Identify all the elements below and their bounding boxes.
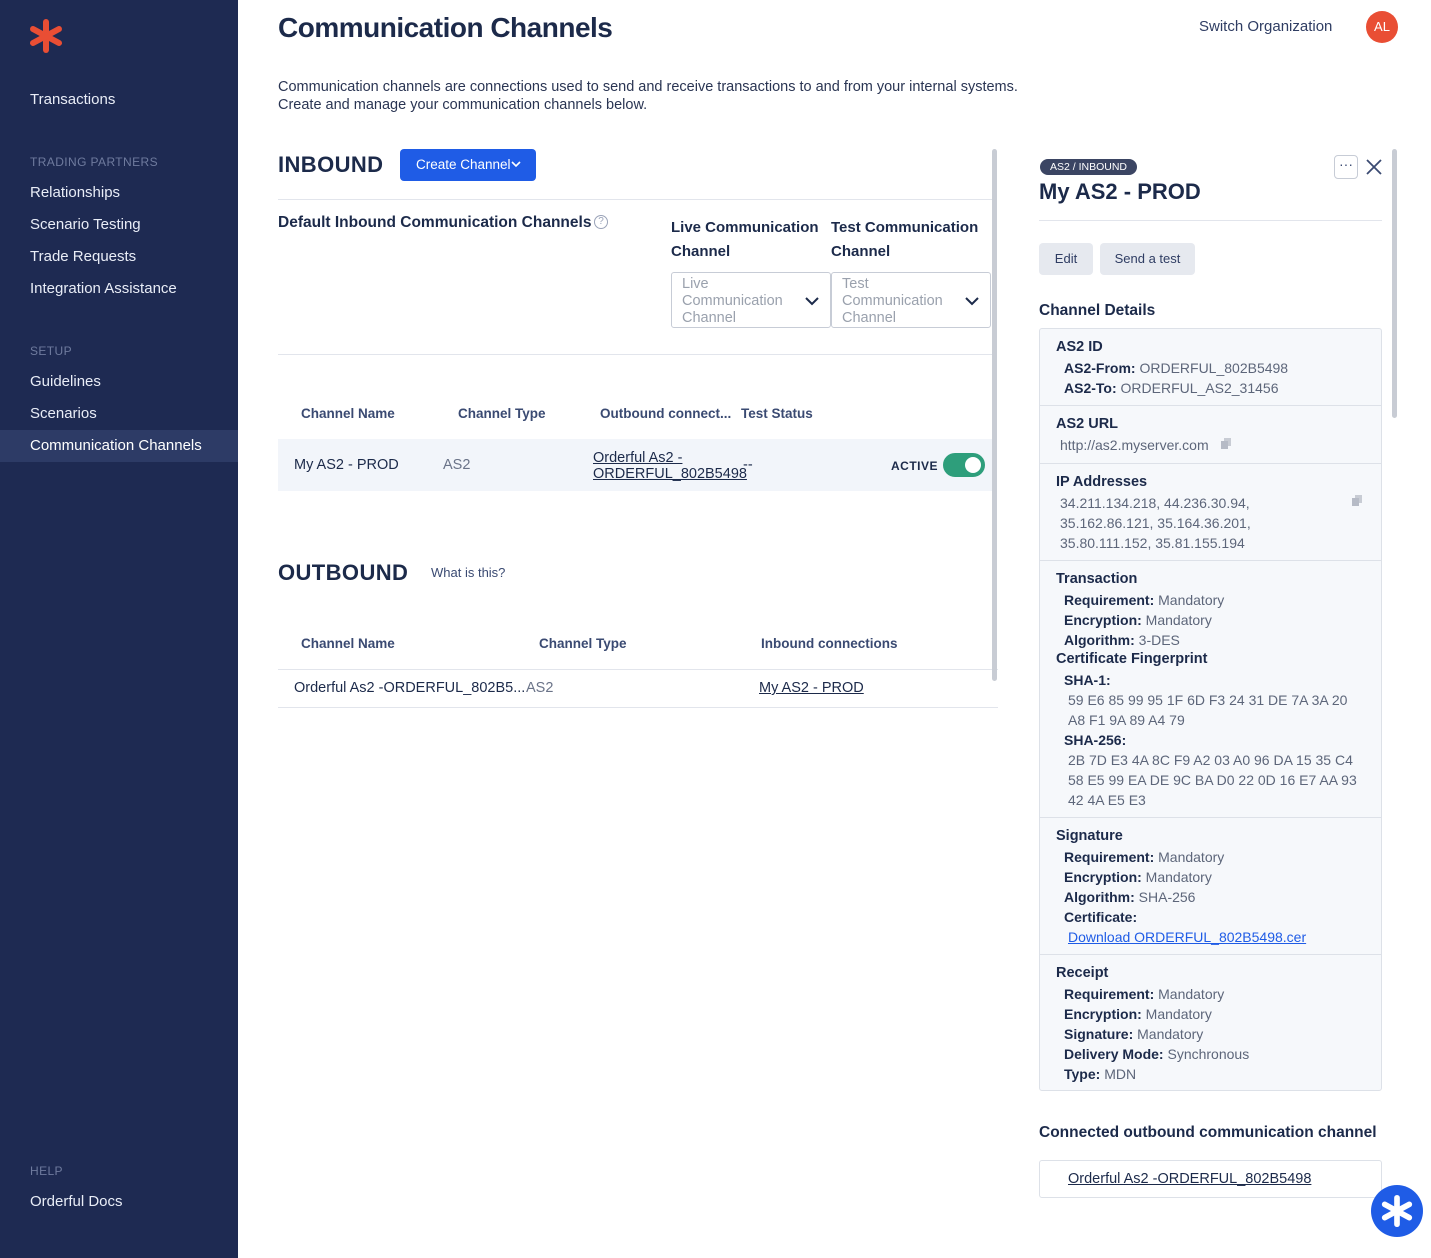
- as2-url-heading: AS2 URL: [1056, 416, 1119, 432]
- as2-from-label: AS2-From:: [1064, 360, 1136, 376]
- sha1-label: SHA-1:: [1064, 672, 1111, 688]
- outbound-row-divider: [278, 707, 998, 708]
- sidebar-item-trade-requests[interactable]: Trade Requests: [30, 248, 137, 265]
- avatar[interactable]: AL: [1366, 11, 1398, 43]
- signature-value: Mandatory: [1137, 1026, 1204, 1042]
- requirement-label: Requirement:: [1064, 986, 1155, 1002]
- encryption-value: Mandatory: [1145, 612, 1212, 628]
- chevron-down-icon: [964, 293, 980, 309]
- test-select-placeholder-3: Channel: [842, 310, 897, 326]
- more-options-button[interactable]: ···: [1334, 155, 1358, 179]
- transaction-heading: Transaction: [1056, 571, 1138, 587]
- transaction-algorithm-row: [1064, 630, 1180, 650]
- outbound-col-channel-type[interactable]: Channel Type: [539, 636, 627, 651]
- encryption-value: Mandatory: [1145, 869, 1212, 885]
- switch-organization-link[interactable]: Switch Organization: [1199, 18, 1333, 35]
- card-divider: [1040, 954, 1381, 955]
- receipt-signature-row: [1064, 1024, 1203, 1044]
- sidebar-section-setup: SETUP: [30, 344, 73, 358]
- delivery-label: Delivery Mode:: [1064, 1046, 1164, 1062]
- status-badge: ACTIVE: [891, 459, 939, 473]
- sidebar-item-scenarios[interactable]: Scenarios: [30, 405, 97, 422]
- inbound-row-name: My AS2 - PROD: [294, 457, 399, 473]
- connected-outbound-link[interactable]: Orderful As2 -ORDERFUL_802B5498: [1068, 1171, 1312, 1187]
- card-divider: [1040, 560, 1381, 561]
- sidebar-item-integration-assistance[interactable]: Integration Assistance: [30, 280, 177, 297]
- outbound-row-inbound-link[interactable]: My AS2 - PROD: [759, 680, 864, 696]
- sidebar-section-trading-partners: TRADING PARTNERS: [30, 155, 158, 169]
- sha1-line-2: A8 F1 9A 89 A4 79: [1068, 712, 1185, 728]
- copy-icon[interactable]: [1221, 438, 1231, 449]
- type-label: Type:: [1064, 1066, 1101, 1082]
- transaction-encryption-row: [1064, 610, 1212, 630]
- ip-line-1: 34.211.134.218, 44.236.30.94,: [1060, 495, 1250, 511]
- sha1-row: [1064, 670, 1111, 690]
- as2-from-row: [1064, 358, 1288, 378]
- help-chat-button[interactable]: [1371, 1185, 1423, 1237]
- card-divider: [1040, 817, 1381, 818]
- requirement-label: Requirement:: [1064, 849, 1155, 865]
- sha256-label: SHA-256:: [1064, 732, 1127, 748]
- outbound-link-line-2: ORDERFUL_802B5498: [593, 466, 747, 482]
- delivery-value: Synchronous: [1167, 1046, 1250, 1062]
- orderful-asterisk-icon: [1380, 1194, 1414, 1228]
- download-certificate-link[interactable]: Download ORDERFUL_802B5498.cer: [1068, 929, 1307, 945]
- sidebar-item-communication-channels[interactable]: Communication Channels: [0, 430, 238, 462]
- inbound-divider: [278, 199, 992, 200]
- what-is-this-link[interactable]: What is this?: [431, 565, 506, 580]
- create-channel-button[interactable]: [400, 149, 536, 181]
- channel-details-card: [1039, 328, 1382, 1091]
- receipt-encryption-row: [1064, 1004, 1212, 1024]
- edit-button[interactable]: Edit: [1039, 243, 1093, 275]
- requirement-value: Mandatory: [1158, 986, 1225, 1002]
- outbound-link-line-1: Orderful As2 -: [593, 450, 683, 466]
- sidebar: [0, 0, 238, 1258]
- algorithm-value: SHA-256: [1138, 889, 1196, 905]
- outbound-row-type: AS2: [526, 680, 554, 696]
- encryption-label: Encryption:: [1064, 1006, 1142, 1022]
- type-value: MDN: [1104, 1066, 1137, 1082]
- as2-url-value: http://as2.myserver.com: [1060, 437, 1209, 453]
- receipt-heading: Receipt: [1056, 965, 1109, 981]
- inbound-row-test-status: --: [743, 457, 753, 473]
- sha256-line-1: 2B 7D E3 4A 8C F9 A2 03 A0 96 DA 15 35 C4: [1068, 752, 1353, 768]
- send-test-button[interactable]: Send a test: [1100, 243, 1195, 275]
- sha256-row: [1064, 730, 1126, 750]
- sha1-line-1: 59 E6 85 99 95 1F 6D F3 24 31 DE 7A 3A 20: [1068, 692, 1348, 708]
- live-channel-select[interactable]: [671, 272, 831, 328]
- receipt-type-row: [1064, 1064, 1136, 1084]
- page-description: [278, 78, 1038, 114]
- test-select-placeholder-2: Communication: [842, 293, 943, 309]
- requirement-label: Requirement:: [1064, 592, 1155, 608]
- test-channel-label-line-2: Channel: [831, 243, 891, 260]
- outbound-row-name[interactable]: Orderful As2 -ORDERFUL_802B5...: [294, 680, 526, 696]
- chevron-down-icon: [510, 158, 522, 170]
- sidebar-item-guidelines[interactable]: Guidelines: [30, 373, 101, 390]
- panel-scrollbar[interactable]: [1392, 149, 1397, 418]
- defaults-divider: [278, 354, 992, 355]
- encryption-label: Encryption:: [1064, 612, 1142, 628]
- certificate-row: [1064, 907, 1137, 927]
- outbound-col-inbound[interactable]: Inbound connections: [761, 636, 898, 651]
- fingerprint-heading: Certificate Fingerprint: [1056, 651, 1208, 667]
- as2-to-value: ORDERFUL_AS2_31456: [1120, 380, 1279, 396]
- receipt-delivery-row: [1064, 1044, 1249, 1064]
- live-select-placeholder-1: Live: [682, 276, 709, 292]
- inbound-row-outbound-link[interactable]: [593, 450, 747, 482]
- signature-algorithm-row: [1064, 887, 1195, 907]
- live-select-placeholder-2: Communication: [682, 293, 783, 309]
- connected-outbound-box: [1039, 1160, 1382, 1198]
- as2-to-row: [1064, 378, 1279, 398]
- inbound-row-type: AS2: [443, 457, 471, 473]
- default-inbound-label: Default Inbound Communication Channels: [278, 214, 592, 231]
- sidebar-item-orderful-docs[interactable]: Orderful Docs: [30, 1193, 123, 1210]
- requirement-value: Mandatory: [1158, 849, 1225, 865]
- outbound-heading: OUTBOUND: [278, 560, 409, 585]
- sidebar-item-transactions[interactable]: Transactions: [30, 91, 116, 108]
- live-channel-label: [671, 216, 821, 264]
- outbound-header-divider: [278, 669, 998, 670]
- panel-title: My AS2 - PROD: [1039, 179, 1201, 204]
- ip-line-3: 35.80.111.152, 35.81.155.194: [1060, 535, 1245, 551]
- inbound-heading: INBOUND: [278, 152, 384, 177]
- as2-to-label: AS2-To:: [1064, 380, 1117, 396]
- channel-type-tag: AS2 / INBOUND: [1040, 159, 1137, 175]
- transaction-requirement-row: [1064, 590, 1224, 610]
- test-channel-select[interactable]: [831, 272, 991, 328]
- channel-details-heading: Channel Details: [1039, 302, 1156, 319]
- card-divider: [1040, 463, 1381, 464]
- inbound-col-test-status[interactable]: Test Status: [741, 406, 813, 421]
- chevron-down-icon: [804, 293, 820, 309]
- encryption-label: Encryption:: [1064, 869, 1142, 885]
- sidebar-section-help: HELP: [30, 1164, 63, 1178]
- as2-from-value: ORDERFUL_802B5498: [1139, 360, 1289, 376]
- certificate-label: Certificate:: [1064, 909, 1138, 925]
- sidebar-item-relationships[interactable]: Relationships: [30, 184, 121, 201]
- sha256-line-3: 42 4A E5 E3: [1068, 792, 1146, 808]
- receipt-requirement-row: [1064, 984, 1224, 1004]
- main-scrollbar[interactable]: [992, 149, 997, 681]
- panel-divider: [1039, 220, 1382, 221]
- signature-heading: Signature: [1056, 828, 1123, 844]
- close-icon[interactable]: [1364, 157, 1384, 177]
- page-title: Communication Channels: [278, 12, 613, 43]
- signature-encryption-row: [1064, 867, 1212, 887]
- connected-outbound-heading: Connected outbound communication channel: [1039, 1124, 1377, 1141]
- requirement-value: Mandatory: [1158, 592, 1225, 608]
- question-circle-icon[interactable]: ?: [594, 215, 608, 229]
- ip-line-2: 35.162.86.121, 35.164.36.201,: [1060, 515, 1251, 531]
- inbound-col-channel-type[interactable]: Channel Type: [458, 406, 546, 421]
- as2-id-heading: AS2 ID: [1056, 339, 1103, 355]
- test-channel-label-line-1: Test Communication: [831, 219, 979, 236]
- channel-active-toggle[interactable]: [943, 453, 985, 477]
- live-channel-label-line-1: Live Communication: [671, 219, 819, 236]
- algorithm-label: Algorithm:: [1064, 632, 1135, 648]
- card-divider: [1040, 405, 1381, 406]
- sidebar-item-scenario-testing[interactable]: Scenario Testing: [30, 216, 141, 233]
- encryption-value: Mandatory: [1145, 1006, 1212, 1022]
- description-line-2: Create and manage your communication channels below.: [278, 97, 648, 113]
- test-select-placeholder-1: Test: [842, 276, 869, 292]
- copy-icon[interactable]: [1352, 495, 1362, 506]
- sha256-line-2: 58 E5 99 EA DE 9C BA D0 22 0D 16 E7 AA 93: [1068, 772, 1357, 788]
- algorithm-label: Algorithm:: [1064, 889, 1135, 905]
- inbound-col-outbound[interactable]: Outbound connect...: [600, 406, 732, 421]
- live-select-placeholder-3: Channel: [682, 310, 737, 326]
- algorithm-value: 3-DES: [1138, 632, 1180, 648]
- ip-addresses-heading: IP Addresses: [1056, 474, 1148, 490]
- toggle-knob: [965, 457, 981, 473]
- orderful-logo-icon[interactable]: [28, 18, 64, 54]
- outbound-col-channel-name[interactable]: Channel Name: [301, 636, 395, 651]
- inbound-col-channel-name[interactable]: Channel Name: [301, 406, 395, 421]
- signature-label: Signature:: [1064, 1026, 1134, 1042]
- live-channel-label-line-2: Channel: [671, 243, 731, 260]
- create-channel-label: Create Channel: [416, 157, 511, 172]
- description-line-1: Communication channels are connections used to send and receive transactions to and from your internal systems.: [278, 79, 1018, 95]
- test-channel-label: [831, 216, 981, 264]
- signature-requirement-row: [1064, 847, 1224, 867]
